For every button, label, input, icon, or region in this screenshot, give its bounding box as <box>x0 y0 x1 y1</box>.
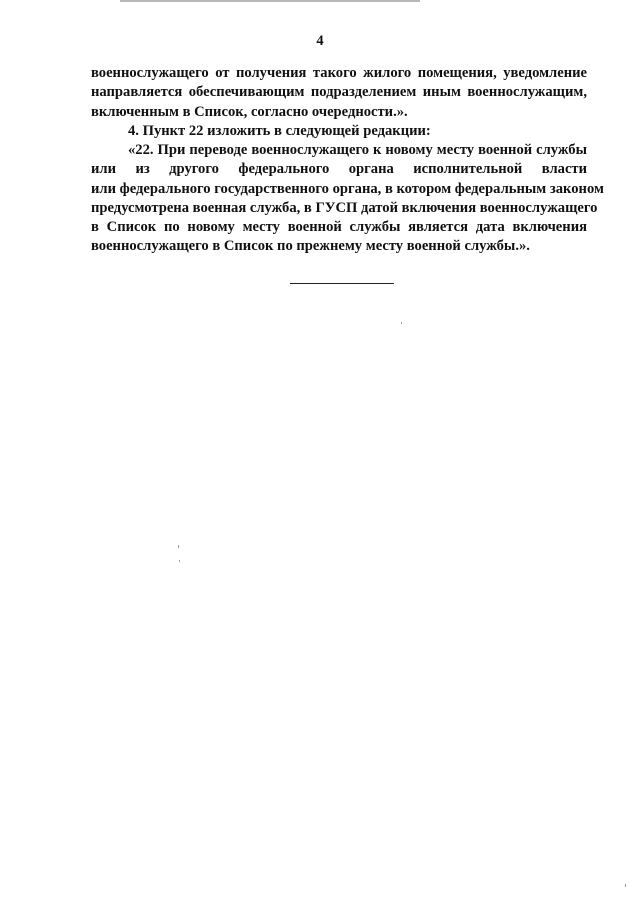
text-line: или федерального государственного органа, в котором федеральным законом <box>91 180 604 197</box>
text-line: предусмотрена военная служба, в ГУСП датой включения военнослужащего <box>91 199 598 216</box>
text-line: в Список по новому месту военной службы является дата включения <box>91 219 587 236</box>
text-line: направляется обеспечивающим подразделением иным военнослужащим, <box>91 84 587 101</box>
page-number: 4 <box>316 33 324 49</box>
text-line: «22. При переводе военнослужащего к новому месту военной службы <box>128 142 587 158</box>
paragraph-continuation <box>91 64 587 122</box>
text-line: военнослужащего в Список по прежнему месту военной службы.». <box>91 238 530 255</box>
text-line: или из другого федерального органа исполнительной власти <box>91 161 587 178</box>
scan-speck <box>625 884 626 887</box>
item-22-paragraph <box>91 141 604 257</box>
end-of-text-rule <box>290 283 394 284</box>
scan-speck <box>178 545 179 548</box>
text-line: включенным в Список, согласно очередности.». <box>91 103 408 120</box>
scan-speck <box>401 322 402 324</box>
scan-speck <box>179 560 180 562</box>
text-line: 4. Пункт 22 изложить в следующей редакции: <box>128 123 431 139</box>
text-line: военнослужащего от получения такого жилого помещения, уведомление <box>91 65 587 81</box>
scan-top-edge-line <box>120 0 420 2</box>
item-4-paragraph <box>91 122 587 141</box>
